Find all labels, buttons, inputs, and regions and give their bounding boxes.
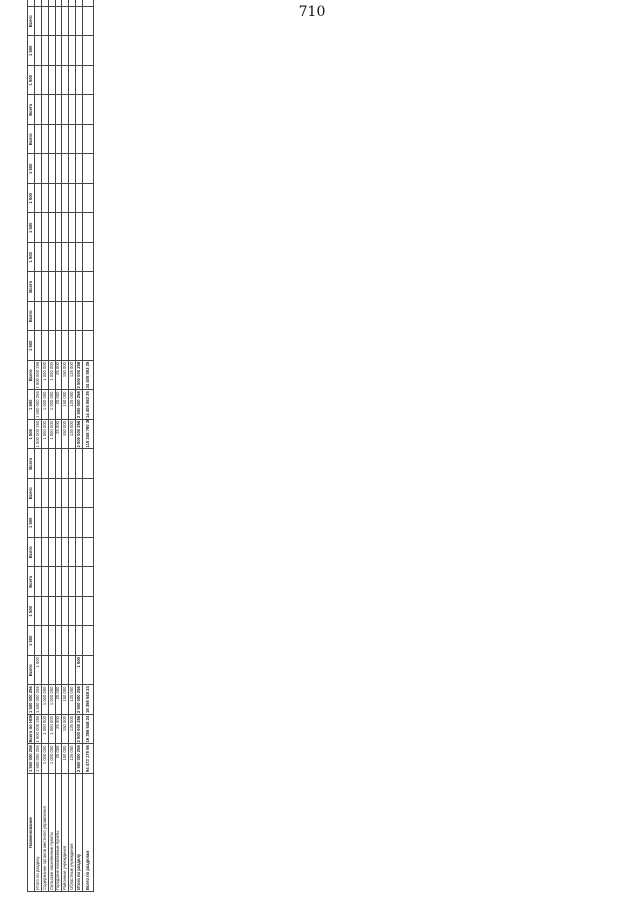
table-cell xyxy=(48,479,55,509)
column-header: Наименование xyxy=(28,774,35,892)
table-cell: 25 000 xyxy=(55,715,62,745)
table-cell xyxy=(34,125,41,155)
table-cell xyxy=(83,479,94,509)
table-cell xyxy=(41,302,48,332)
table-cell xyxy=(55,125,62,155)
table-row xyxy=(55,0,62,892)
column-header: Всего xyxy=(28,7,35,37)
table-cell xyxy=(48,213,55,243)
table-cell xyxy=(62,213,69,243)
row-label: Районные учреждения xyxy=(62,774,69,892)
table-cell xyxy=(69,125,76,155)
table-cell xyxy=(69,626,76,656)
table-cell xyxy=(69,184,76,214)
table-cell xyxy=(48,656,55,686)
table-cell xyxy=(62,36,69,66)
table-cell: 34 405 553 35 xyxy=(83,361,94,391)
column-header: Всего xyxy=(28,361,35,391)
table-cell: 150 000 xyxy=(62,685,69,715)
table-cell xyxy=(41,243,48,273)
table-cell xyxy=(76,154,83,184)
column-header: 1 500 xyxy=(28,390,35,420)
table-cell xyxy=(62,331,69,361)
table-cell xyxy=(69,66,76,96)
table-cell xyxy=(41,36,48,66)
table-cell xyxy=(41,656,48,686)
table-cell: 150 000 xyxy=(62,390,69,420)
table-cell xyxy=(41,538,48,568)
table-cell xyxy=(48,331,55,361)
table-cell xyxy=(76,95,83,125)
table-cell: 1 000 000 xyxy=(41,715,48,745)
table-cell xyxy=(62,508,69,538)
column-header: Всего xyxy=(28,656,35,686)
column-header: 1 500 xyxy=(28,331,35,361)
table-cell xyxy=(41,213,48,243)
table-cell: 125 000 xyxy=(69,685,76,715)
page-number: 710 xyxy=(298,4,326,20)
table-cell xyxy=(55,95,62,125)
table-cell: 2 500 000 256 xyxy=(76,715,82,743)
table-cell xyxy=(55,656,62,686)
table-cell xyxy=(83,243,94,273)
column-header: Всего xyxy=(28,567,35,597)
column-header: Всего xyxy=(28,479,35,509)
table-cell xyxy=(34,272,41,302)
column-header: 1 500 xyxy=(28,243,35,273)
table-cell xyxy=(55,479,62,509)
table-cell xyxy=(41,479,48,509)
table-row xyxy=(41,0,48,892)
table-cell xyxy=(76,597,83,627)
table-cell xyxy=(83,7,94,37)
table-cell xyxy=(34,626,41,656)
column-header: 1 500 xyxy=(28,420,35,450)
table-cell xyxy=(83,36,94,66)
table-cell xyxy=(55,302,62,332)
table-cell xyxy=(69,0,76,7)
table-row xyxy=(48,0,55,892)
table-cell xyxy=(41,95,48,125)
table-cell xyxy=(69,449,76,479)
table-cell xyxy=(83,154,94,184)
table-cell xyxy=(76,184,83,214)
table-cell xyxy=(41,567,48,597)
table-cell xyxy=(76,213,83,243)
table-cell xyxy=(62,0,69,7)
table-cell: 25 000 xyxy=(55,685,62,715)
table-cell xyxy=(34,0,41,7)
table-cell xyxy=(48,538,55,568)
table-cell xyxy=(41,0,48,7)
table-cell: 1 500 xyxy=(34,656,41,686)
table-cell: 25 000 xyxy=(55,744,62,774)
table-cell xyxy=(76,479,83,509)
table-cell xyxy=(48,626,55,656)
table-cell xyxy=(62,184,69,214)
table-cell xyxy=(62,66,69,96)
table-cell xyxy=(83,95,94,125)
table-cell xyxy=(34,508,41,538)
table-cell xyxy=(34,213,41,243)
table-cell xyxy=(69,302,76,332)
table-cell xyxy=(69,567,76,597)
table-cell: 125 000 xyxy=(69,744,76,774)
table-cell: 125 000 xyxy=(69,420,76,450)
table-cell: 150 000 xyxy=(62,744,69,774)
table-cell xyxy=(48,0,55,7)
table-cell xyxy=(83,567,94,597)
table-cell: 1 000 000 xyxy=(41,420,48,450)
table-cell xyxy=(76,66,83,96)
column-header: Всего xyxy=(28,272,35,302)
table-cell xyxy=(48,7,55,37)
column-header: Всего xyxy=(28,95,35,125)
table-cell xyxy=(55,449,62,479)
table-cell xyxy=(62,95,69,125)
rotated-table-sheet xyxy=(27,15,605,892)
table-cell xyxy=(62,538,69,568)
table-cell xyxy=(55,36,62,66)
table-cell: 1 000 000 xyxy=(41,685,48,715)
column-header: Всего xyxy=(28,302,35,332)
table-cell xyxy=(76,36,83,66)
table-cell xyxy=(48,597,55,627)
table-cell xyxy=(62,656,69,686)
table-cell xyxy=(48,184,55,214)
rotated-table-wrapper xyxy=(27,15,605,892)
table-cell xyxy=(83,331,94,361)
table-cell xyxy=(55,243,62,273)
table-cell xyxy=(69,272,76,302)
column-header: 1 500 xyxy=(28,36,35,66)
row-label: Всего по разделам xyxy=(83,774,94,892)
table-cell xyxy=(48,243,55,273)
table-cell xyxy=(34,331,41,361)
column-header: 1 500 xyxy=(28,66,35,96)
table-cell xyxy=(62,479,69,509)
table-cell xyxy=(62,7,69,37)
table-cell xyxy=(55,597,62,627)
table-cell xyxy=(41,626,48,656)
table-cell xyxy=(83,449,94,479)
table-cell: 1 000 000 xyxy=(48,390,55,420)
column-header: 1 500 xyxy=(28,508,35,538)
table-cell xyxy=(34,538,41,568)
column-header: 1 500 000 256 xyxy=(27,745,33,772)
table-cell xyxy=(69,95,76,125)
table-cell xyxy=(41,154,48,184)
table-cell: 2 500 000 256 xyxy=(76,420,82,448)
table-cell: 150 000 xyxy=(62,715,69,745)
table-cell: 1 500 000 256 xyxy=(34,745,40,772)
table-cell: 1 500 000 256 xyxy=(34,715,40,743)
table-cell xyxy=(34,243,41,273)
table-cell xyxy=(62,626,69,656)
table-cell xyxy=(62,154,69,184)
table-cell xyxy=(62,272,69,302)
table-cell xyxy=(62,243,69,273)
table-cell xyxy=(69,597,76,627)
column-header: Всего xyxy=(28,125,35,155)
table-cell xyxy=(69,508,76,538)
table-cell xyxy=(83,656,94,686)
row-label: Итого по разделу xyxy=(34,774,41,892)
table-cell xyxy=(41,7,48,37)
subtotal-row xyxy=(76,0,83,892)
table-cell xyxy=(55,508,62,538)
table-cell xyxy=(41,125,48,155)
table-cell xyxy=(76,7,83,37)
column-header: 1 500 xyxy=(28,626,35,656)
table-cell: 1 000 000 xyxy=(48,685,55,715)
table-cell xyxy=(76,0,83,7)
total-row xyxy=(83,0,94,892)
column-header: 1 500 xyxy=(28,213,35,243)
table-cell xyxy=(48,272,55,302)
table-cell xyxy=(83,272,94,302)
table-row xyxy=(62,0,69,892)
column-header: 1 500 xyxy=(28,184,35,214)
table-cell xyxy=(76,331,83,361)
table-cell xyxy=(83,213,94,243)
table-cell: 150 000 xyxy=(62,361,69,391)
table-cell xyxy=(41,331,48,361)
table-cell: 125 000 xyxy=(69,361,76,391)
table-cell: 2 500 000 256 xyxy=(76,745,82,772)
table-cell xyxy=(34,66,41,96)
table-cell xyxy=(41,66,48,96)
table-cell xyxy=(48,154,55,184)
table-cell: 1 500 000 256 xyxy=(34,361,40,389)
table-cell xyxy=(34,479,41,509)
table-cell xyxy=(48,302,55,332)
table-cell xyxy=(62,302,69,332)
table-cell xyxy=(55,626,62,656)
table-cell xyxy=(34,7,41,37)
column-header: 1 500 000 256 xyxy=(27,686,33,713)
table-cell xyxy=(76,272,83,302)
table-cell: 1 000 000 xyxy=(48,361,55,391)
table-cell xyxy=(34,302,41,332)
data-table xyxy=(27,0,94,892)
table-cell xyxy=(55,331,62,361)
table-cell xyxy=(69,331,76,361)
table-cell xyxy=(69,213,76,243)
table-cell: 2 500 000 256 xyxy=(76,361,82,389)
table-cell: 1 000 000 xyxy=(48,715,55,745)
table-cell: 25 000 xyxy=(55,361,62,391)
column-header xyxy=(28,0,35,7)
table-cell xyxy=(76,508,83,538)
table-cell xyxy=(41,508,48,538)
table-cell: 1 000 000 xyxy=(41,390,48,420)
table-cell xyxy=(34,597,41,627)
row-label: Итого по разделу xyxy=(76,774,83,892)
table-cell xyxy=(69,656,76,686)
table-cell xyxy=(76,567,83,597)
table-cell: 1 500 000 256 xyxy=(34,391,40,418)
table-cell: 125 000 xyxy=(69,715,76,745)
table-cell xyxy=(83,538,94,568)
row-label: Содержание органов местного управления xyxy=(41,774,48,892)
table-cell: 1 500 xyxy=(76,656,83,686)
table-cell xyxy=(76,302,83,332)
table-cell xyxy=(34,95,41,125)
table-cell xyxy=(41,449,48,479)
table-cell: 1 000 000 250 xyxy=(34,420,40,448)
table-cell xyxy=(62,567,69,597)
row-label: Сельские населенные пункты xyxy=(48,774,55,892)
table-cell xyxy=(41,184,48,214)
table-cell xyxy=(34,184,41,214)
table-cell xyxy=(83,508,94,538)
table-cell xyxy=(69,479,76,509)
table-cell: 125 000 xyxy=(69,390,76,420)
table-cell: 25 000 xyxy=(55,390,62,420)
table-cell xyxy=(34,567,41,597)
row-label: Областные учреждения xyxy=(69,774,76,892)
table-cell xyxy=(69,154,76,184)
table-cell xyxy=(55,213,62,243)
table-cell: 1 000 000 xyxy=(48,420,55,450)
table-cell xyxy=(48,66,55,96)
table-cell: 14 405 553 35 xyxy=(83,390,94,420)
table-cell xyxy=(83,302,94,332)
table-cell xyxy=(34,36,41,66)
table-cell xyxy=(83,66,94,96)
table-cell xyxy=(83,626,94,656)
table-cell xyxy=(62,125,69,155)
table-cell xyxy=(76,125,83,155)
table-cell: 2 500 000 256 xyxy=(76,391,82,418)
table-cell xyxy=(76,243,83,273)
table-cell xyxy=(55,7,62,37)
table-cell xyxy=(48,125,55,155)
table-cell: 115 345 760 36 xyxy=(83,420,94,450)
table-cell xyxy=(41,272,48,302)
table-cell xyxy=(83,0,94,7)
table-cell: 16 356 548 24 xyxy=(83,685,94,715)
column-header: Всего xyxy=(28,538,35,568)
table-cell xyxy=(76,626,83,656)
table-cell xyxy=(48,36,55,66)
table-cell xyxy=(55,0,62,7)
table-cell xyxy=(83,184,94,214)
table-cell xyxy=(69,7,76,37)
table-cell xyxy=(55,567,62,597)
table-cell xyxy=(48,449,55,479)
table-cell xyxy=(69,36,76,66)
table-cell xyxy=(48,95,55,125)
table-cell xyxy=(34,154,41,184)
table-cell xyxy=(48,508,55,538)
table-cell xyxy=(76,449,83,479)
table-cell: 1 000 000 xyxy=(48,744,55,774)
table-cell xyxy=(55,154,62,184)
column-header: Всего xyxy=(28,449,35,479)
table-cell xyxy=(34,449,41,479)
table-cell: 25 000 xyxy=(55,420,62,450)
table-cell: 1 000 000 xyxy=(41,361,48,391)
table-cell: 2 500 000 256 xyxy=(76,686,82,713)
table-cell: 16 356 548 24 xyxy=(83,715,94,745)
table-cell xyxy=(55,272,62,302)
table-cell xyxy=(76,538,83,568)
table-cell: 94 473 175 56 xyxy=(83,744,94,774)
column-header: 1 500 xyxy=(28,154,35,184)
table-cell xyxy=(83,125,94,155)
column-header: 1 500 xyxy=(28,597,35,627)
table-cell xyxy=(69,243,76,273)
table-row xyxy=(34,0,41,892)
table-cell xyxy=(69,538,76,568)
table-cell xyxy=(55,184,62,214)
table-cell xyxy=(62,449,69,479)
table-header-row xyxy=(28,0,35,892)
column-header: Всего по НОК xyxy=(27,714,33,743)
table-cell: 1 000 000 xyxy=(41,744,48,774)
table-cell xyxy=(83,597,94,627)
table-cell: 150 000 xyxy=(62,420,69,450)
table-cell xyxy=(62,597,69,627)
table-cell: 1 500 000 256 xyxy=(34,686,40,713)
table-cell xyxy=(48,567,55,597)
table-cell xyxy=(55,66,62,96)
table-cell xyxy=(41,597,48,627)
row-label: Городские населенные пункты xyxy=(55,774,62,892)
table-cell xyxy=(55,538,62,568)
table-row xyxy=(69,0,76,892)
